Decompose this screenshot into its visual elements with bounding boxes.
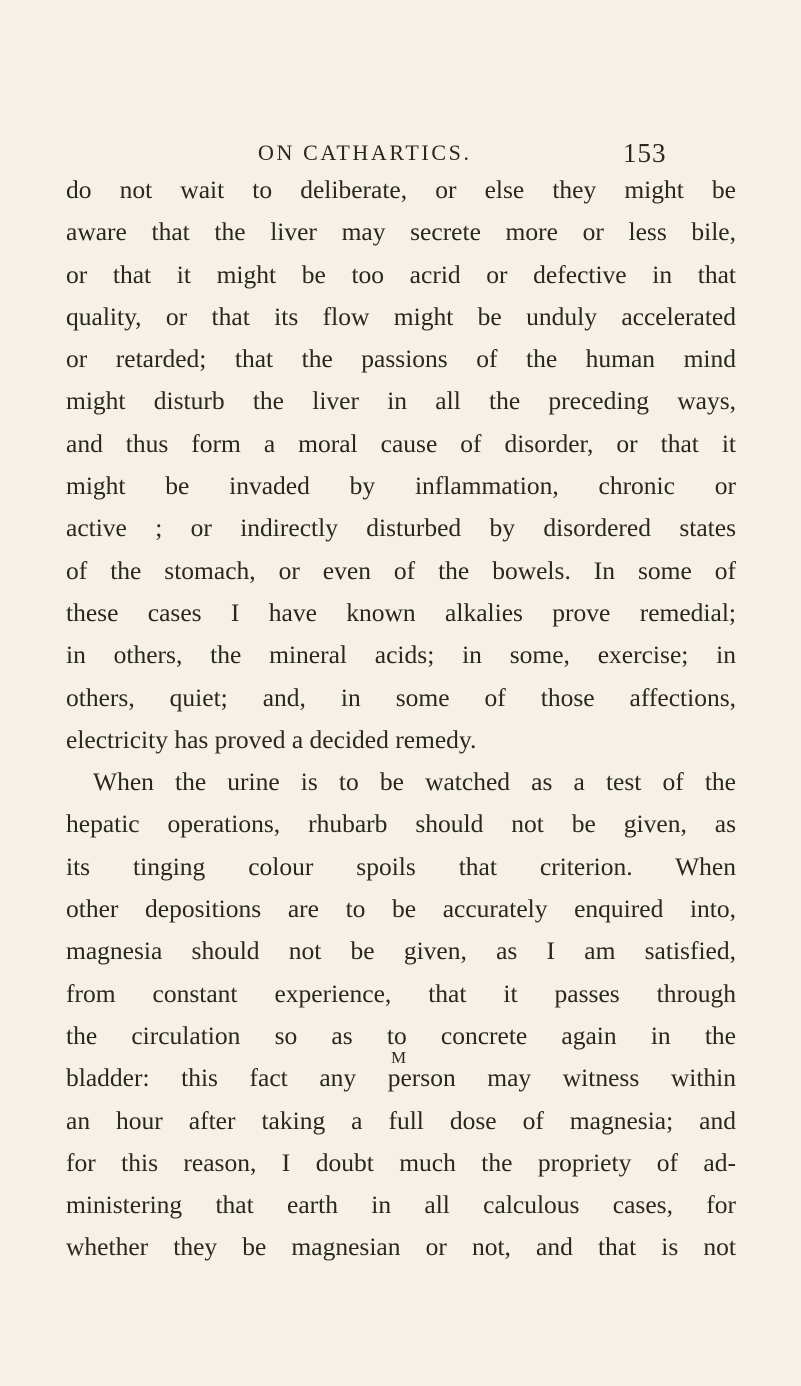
text-line: from constant experience, that it passes through [66,978,736,1008]
text-line: other depositions are to be accurately enquired into, [66,894,736,924]
text-line: others, quiet; and, in some of those affections, [66,682,736,712]
text-line: quality, or that its flow might be unduly accelerated [66,301,736,331]
text-line: magnesia should not be given, as I am satisfied, [66,936,736,966]
text-line: do not wait to deliberate, or else they might be [66,175,736,204]
text-line: these cases I have known alkalies prove remedial; [66,597,736,627]
text-line: and thus form a moral cause of disorder, or that it [66,428,736,458]
text-line: ministering that earth in all calculous cases, for [66,1190,736,1220]
running-head: ON CATHARTICS. [258,140,472,165]
text-line: electricity has proved a decided remedy. [66,724,477,754]
text-line: in others, the mineral acids; in some, exercise; in [66,640,736,670]
text-line: of the stomach, or even of the bowels. In some of [66,555,736,585]
text-line: an hour after taking a full dose of magnesia; and [66,1105,736,1135]
text-line: the circulation so as to concrete again in the [66,1020,736,1050]
text-line: whether they be magnesian or not, and that is not [66,1232,736,1262]
text-line: its tinging colour spoils that criterion. When [66,851,736,881]
text-line: active ; or indirectly disturbed by disordered states [66,513,736,543]
page-number: 153 [623,138,667,168]
text-line: hepatic operations, rhubarb should not be given, as [66,809,736,839]
body-text [66,169,736,1269]
text-line: or that it might be too acrid or defective in that [66,259,736,289]
text-line: or retarded; that the passions of the human mind [66,344,736,374]
text-line: bladder: this fact any person may witness within [66,1063,736,1093]
text-line: might disturb the liver in all the preceding ways, [66,386,736,416]
text-line: for this reason, I doubt much the propriety of ad- [66,1147,736,1177]
text-line: aware that the liver may secrete more or less bile, [66,217,736,247]
text-line: When the urine is to be watched as a test of the [93,767,736,797]
signature-mark: M [391,1048,408,1067]
text-line: might be invaded by inflammation, chronic or [66,471,736,501]
